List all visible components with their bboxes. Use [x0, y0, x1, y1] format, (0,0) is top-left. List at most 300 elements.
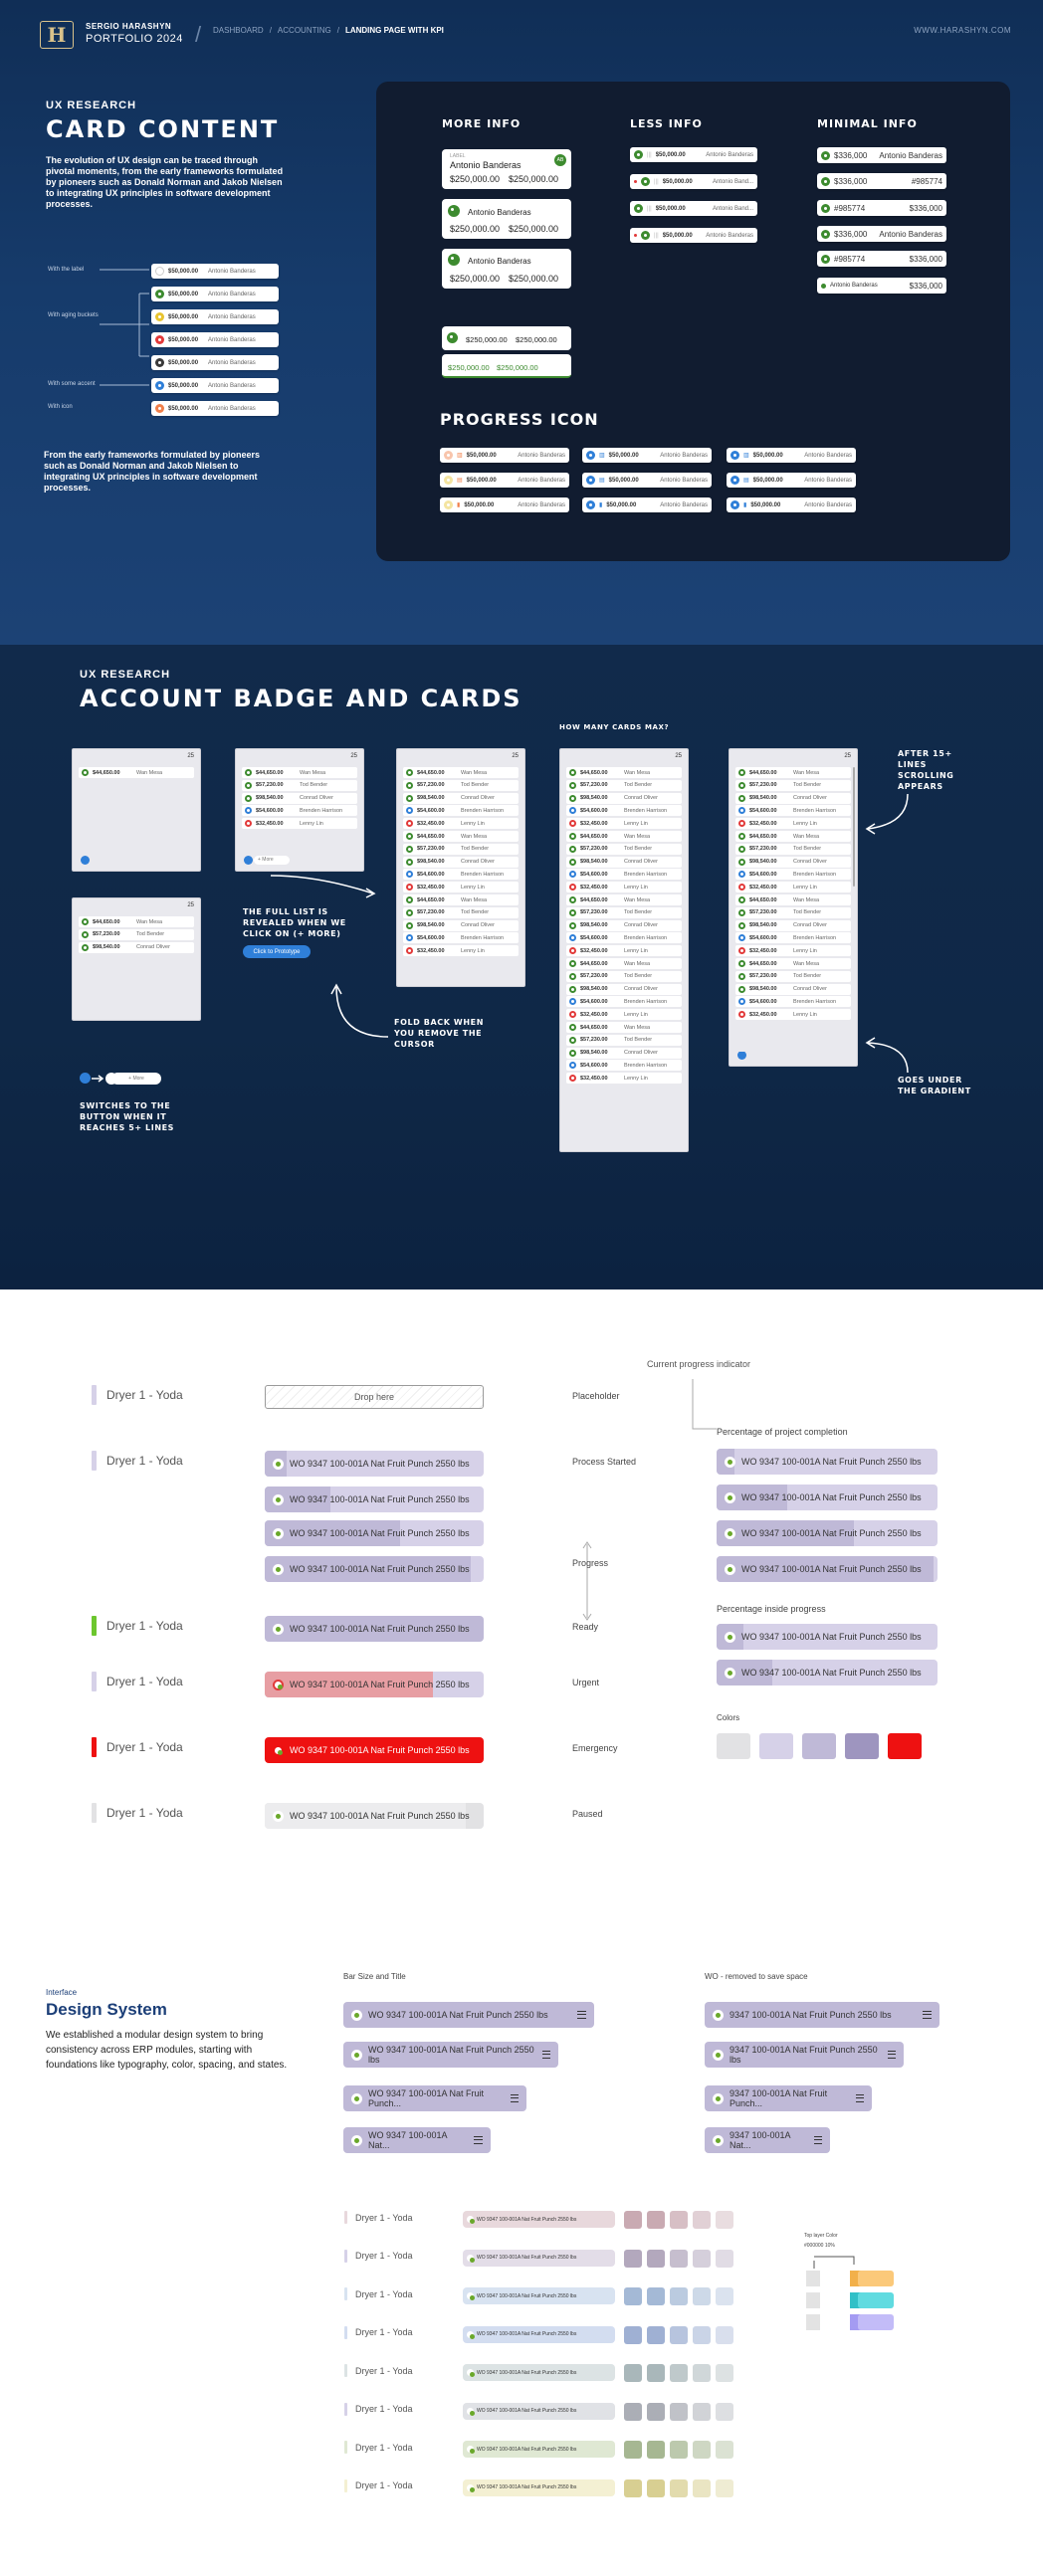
wo-removed-example[interactable] — [705, 2002, 939, 2028]
row-name: Wan Mesa — [461, 896, 488, 903]
progress-label: Progress — [572, 1558, 609, 1568]
wo-text: WO 9347 100-001A Nat... — [368, 2130, 448, 2150]
legend-card[interactable] — [151, 332, 279, 347]
progress-row[interactable] — [582, 497, 712, 512]
shade-swatch — [693, 2364, 711, 2382]
breadcrumb-sep: / — [269, 26, 272, 35]
menu-icon[interactable] — [888, 2051, 896, 2059]
shade-swatch — [647, 2250, 665, 2268]
legend-card[interactable] — [151, 355, 279, 370]
row-value: $57,230.00 — [749, 973, 777, 980]
menu-icon[interactable] — [542, 2051, 550, 2059]
status-icon — [586, 451, 595, 460]
dryer-label — [344, 2326, 413, 2339]
row-value: $44,650.00 — [417, 769, 445, 776]
variant-bar[interactable] — [463, 2441, 615, 2458]
menu-icon[interactable] — [923, 2011, 932, 2019]
progress-row[interactable] — [727, 497, 856, 512]
more-card-3[interactable] — [442, 249, 571, 289]
row-name: Brenden Harrison — [624, 1062, 668, 1069]
row-value: $98,540.00 — [256, 795, 284, 802]
progress-row[interactable] — [440, 497, 569, 512]
card-secondary: Antonio Banderas — [879, 229, 942, 239]
dryer-label: Dryer 1 - Yoda — [92, 1672, 183, 1691]
card-value: $50,000.00 — [606, 501, 637, 508]
ds-description: We established a modular design system to bring consistency across ERP modules, starting with foundations like typography, color, spacing, and states. — [46, 2030, 288, 2071]
row-name: Lenny Lin — [461, 820, 485, 827]
card-amount: $250,000.00 — [516, 335, 557, 344]
status-icon — [351, 2050, 362, 2061]
progress-icon: ▥ — [599, 453, 605, 459]
completion-bar[interactable] — [717, 1449, 938, 1475]
row-name: Wan Mesa — [461, 769, 488, 776]
bar-size-example[interactable] — [343, 2085, 526, 2111]
variant-bar[interactable] — [463, 2211, 615, 2228]
card-value: $50,000.00 — [752, 477, 783, 484]
variant-bar[interactable] — [463, 2250, 615, 2267]
breadcrumb-accounting[interactable]: ACCOUNTING — [277, 26, 331, 35]
status-icon — [444, 476, 453, 485]
status-icon — [713, 2135, 724, 2146]
status-icon — [467, 2408, 474, 2415]
more-card-2[interactable] — [442, 199, 571, 239]
variant-bar[interactable] — [463, 2364, 615, 2381]
shade-swatch — [716, 2287, 733, 2305]
status-icon — [725, 1564, 735, 1575]
row-value: $32,450.00 — [256, 820, 284, 827]
status-icon — [273, 1811, 284, 1822]
dryer-label: Dryer 1 - Yoda — [92, 1737, 183, 1757]
card-name: Antonio Banderas — [804, 452, 852, 459]
card-amount: $250,000.00 — [448, 363, 490, 372]
card-amount: $250,000.00 — [450, 224, 501, 234]
drop-zone[interactable]: Drop here — [265, 1385, 484, 1409]
minimal-row[interactable] — [817, 251, 946, 267]
wo-bar-paused[interactable] — [265, 1803, 484, 1829]
status-icon — [730, 451, 739, 460]
row-name: Conrad Oliver — [624, 986, 658, 993]
card-amount: $250,000.00 — [497, 363, 538, 372]
row-name: Brenden Harrison — [461, 871, 505, 878]
minimal-row[interactable] — [817, 200, 946, 216]
card-value: $50,000.00 — [168, 291, 199, 297]
wo-text: WO 9347 100-001A Nat Fruit Punch 2550 lbs — [741, 1632, 922, 1642]
wo-bar-ready[interactable] — [265, 1616, 484, 1642]
legend-card[interactable] — [151, 264, 279, 279]
row-value: $57,230.00 — [93, 931, 120, 938]
card-secondary: $336,000 — [909, 281, 942, 291]
color-swatch — [759, 1733, 793, 1759]
row-name: Lenny Lin — [793, 1011, 817, 1018]
status-icon — [467, 2255, 474, 2262]
bar-size-label: Bar Size and Title — [343, 1972, 406, 1981]
row-name: Tod Bender — [461, 782, 490, 789]
wo-text: 9347 100-001A Nat... — [730, 2130, 791, 2150]
breadcrumb-dashboard[interactable]: DASHBOARD — [213, 26, 264, 35]
dryer-label — [344, 2364, 413, 2377]
inside-progress-bar[interactable] — [717, 1624, 938, 1650]
variant-bar[interactable] — [463, 2326, 615, 2343]
card-value: $50,000.00 — [168, 336, 199, 343]
variant-bar[interactable] — [463, 2287, 615, 2304]
wo-bar[interactable] — [265, 1486, 484, 1512]
status-icon — [725, 1492, 735, 1503]
question-label: HOW MANY CARDS MAX? — [559, 723, 670, 731]
shade-swatch — [716, 2250, 733, 2268]
status-icon — [155, 404, 164, 413]
card-name: Antonio Banderas — [450, 160, 522, 170]
less-row[interactable] — [630, 228, 757, 243]
less-row[interactable] — [630, 174, 757, 189]
row-name: Lenny Lin — [461, 884, 485, 891]
row-name: Lenny Lin — [793, 947, 817, 954]
wo-removed-label: WO - removed to save space — [705, 1972, 808, 1981]
row-name: Tod Bender — [793, 909, 822, 916]
shade-swatch — [716, 2326, 733, 2344]
row-value: $32,450.00 — [749, 884, 777, 891]
status-icon — [821, 255, 830, 264]
row-value: $54,600.00 — [580, 934, 608, 941]
dryer-label — [344, 2479, 413, 2492]
shade-swatch — [693, 2403, 711, 2421]
wo-text: WO 9347 100-001A Nat Fruit Punch 2550 lbs — [477, 2216, 577, 2223]
variant-bar[interactable] — [463, 2403, 615, 2420]
row-name: Conrad Oliver — [624, 795, 658, 802]
wo-bar-urgent[interactable] — [265, 1672, 484, 1697]
card-count: 25 — [844, 753, 851, 759]
card-name: Antonio Band... — [712, 205, 753, 212]
legend-card[interactable] — [151, 287, 279, 301]
card-value: $50,000.00 — [466, 477, 497, 484]
section-title: ACCOUNT BADGE AND CARDS — [80, 685, 522, 712]
row-name: Tod Bender — [624, 1037, 653, 1044]
progress-row[interactable] — [582, 448, 712, 463]
row-name: Conrad Oliver — [461, 922, 495, 929]
row-value: $44,650.00 — [417, 833, 445, 840]
wo-removed-example[interactable] — [705, 2042, 904, 2068]
status-icon — [713, 2093, 724, 2104]
progress-row[interactable] — [727, 473, 856, 488]
status-icon — [447, 332, 458, 343]
row-value: $44,650.00 — [417, 896, 445, 903]
breadcrumb-sep: / — [336, 26, 339, 35]
wo-bar-emergency[interactable] — [265, 1737, 484, 1763]
more-info-title: MORE INFO — [442, 117, 522, 130]
card-value: $50,000.00 — [168, 313, 199, 320]
row-name: Wan Mesa — [624, 960, 651, 967]
shade-swatch — [647, 2364, 665, 2382]
dryer-label: Dryer 1 - Yoda — [92, 1803, 183, 1823]
less-row[interactable] — [630, 147, 757, 162]
more-card-5[interactable] — [442, 354, 571, 378]
process-started-label: Process Started — [572, 1457, 637, 1467]
wo-text: WO 9347 100-001A Nat Fruit Punch 2550 lbs — [368, 2010, 548, 2020]
wo-text: WO 9347 100-001A Nat Fruit Punch 2550 lbs — [290, 1811, 470, 1821]
card-name: Antonio Banderas — [660, 501, 708, 508]
row-name: Tod Bender — [136, 931, 165, 938]
legend-card[interactable] — [151, 378, 279, 393]
shade-swatch — [670, 2403, 688, 2421]
row-value: $32,450.00 — [749, 1011, 777, 1018]
status-icon — [467, 2446, 474, 2453]
row-value: $54,600.00 — [749, 871, 777, 878]
status-icon — [273, 1745, 284, 1756]
wo-text: WO 9347 100-001A Nat Fruit Punch 2550 lbs — [741, 1457, 922, 1467]
variant-bar[interactable] — [463, 2479, 615, 2496]
less-row[interactable] — [630, 201, 757, 216]
progress-row[interactable] — [727, 448, 856, 463]
row-value: $98,540.00 — [417, 795, 445, 802]
row-name: Wan Mesa — [793, 960, 820, 967]
status-icon — [467, 2292, 474, 2299]
more-card-1[interactable] — [442, 149, 571, 189]
site-link[interactable]: WWW.HARASHYN.COM — [914, 26, 1011, 35]
wo-text: 9347 100-001A Nat Fruit Punch 2550 lbs — [730, 2045, 878, 2065]
menu-icon[interactable] — [814, 2136, 822, 2144]
row-value: $44,650.00 — [580, 1024, 608, 1031]
card-name: Antonio Banderas — [208, 313, 256, 320]
menu-icon[interactable] — [511, 2094, 519, 2102]
card-count: 25 — [187, 753, 194, 759]
note-switch: SWITCHES TO THE BUTTON WHEN IT REACHES 5+ LINES — [80, 1101, 175, 1132]
card-name: Antonio Banderas — [208, 405, 256, 412]
shade-swatch — [670, 2364, 688, 2382]
progress-row[interactable] — [440, 473, 569, 488]
row-value: $57,230.00 — [580, 782, 608, 789]
note-gradient: GOES UNDER THE GRADIENT — [898, 1076, 971, 1095]
card-amount: $250,000.00 — [509, 174, 559, 184]
legend-card[interactable] — [151, 309, 279, 324]
dryer-text: Dryer 1 - Yoda — [355, 2480, 413, 2490]
shade-swatch — [670, 2287, 688, 2305]
dryer-label — [344, 2403, 413, 2416]
row-name: Brenden Harrison — [793, 807, 837, 814]
shade-swatch — [693, 2441, 711, 2459]
row-name: Wan Mesa — [793, 833, 820, 840]
status-icon — [273, 1624, 284, 1635]
shade-swatch — [716, 2364, 733, 2382]
card-name: Antonio Band... — [712, 178, 753, 185]
row-name: Lenny Lin — [624, 1075, 648, 1082]
completion-bar[interactable] — [717, 1556, 938, 1582]
status-icon — [273, 1680, 284, 1690]
status-icon — [155, 312, 164, 321]
bar-size-example[interactable] — [343, 2042, 558, 2068]
wo-text: WO 9347 100-001A Nat Fruit Punch 2550 lbs — [290, 1624, 470, 1634]
row-name: Conrad Oliver — [793, 859, 827, 866]
card-value: $50,000.00 — [608, 477, 639, 484]
row-value: $54,600.00 — [749, 998, 777, 1005]
row-value: $54,600.00 — [580, 871, 608, 878]
shade-swatch — [693, 2479, 711, 2497]
shade-swatch — [624, 2364, 642, 2382]
more-card-4[interactable] — [442, 326, 571, 350]
progress-icon: ▥ — [457, 453, 463, 459]
menu-icon[interactable] — [856, 2094, 864, 2102]
bar-size-example[interactable] — [343, 2127, 491, 2153]
prototype-button[interactable]: Click to Prototype — [243, 945, 311, 958]
avatar: AB — [554, 154, 566, 166]
more-button[interactable]: + More — [111, 1073, 161, 1085]
row-name: Brenden Harrison — [624, 934, 668, 941]
row-name: Wan Mesa — [793, 896, 820, 903]
status-icon — [586, 476, 595, 485]
row-value: $57,230.00 — [580, 1037, 608, 1044]
row-name: Conrad Oliver — [793, 795, 827, 802]
dryer-label: Dryer 1 - Yoda — [92, 1385, 183, 1405]
dryer-marker — [344, 2326, 347, 2339]
card-primary: #985774 — [834, 203, 866, 213]
status-icon — [730, 476, 739, 485]
wo-text: WO 9347 100-001A Nat Fruit Punch 2550 lbs — [477, 2331, 577, 2337]
shade-swatch — [647, 2403, 665, 2421]
menu-icon[interactable] — [474, 2136, 483, 2144]
legend-label: With icon — [48, 404, 73, 410]
shade-swatch — [670, 2211, 688, 2229]
row-value: $32,450.00 — [580, 884, 608, 891]
row-value: $54,600.00 — [256, 807, 284, 814]
status-icon — [467, 2484, 474, 2491]
minimal-row[interactable] — [817, 226, 946, 242]
wo-text: WO 9347 100-001A Nat Fruit Punch 2550 lbs — [477, 2255, 577, 2261]
dryer-marker — [344, 2211, 347, 2224]
dryer-text: Dryer 1 - Yoda — [355, 2212, 413, 2223]
hex-label: #000000 10% — [804, 2243, 835, 2249]
wo-bar[interactable] — [265, 1556, 484, 1582]
dryer-text: Dryer 1 - Yoda — [355, 2365, 413, 2376]
card-count: 25 — [187, 902, 194, 908]
row-name: Tod Bender — [624, 782, 653, 789]
row-value: $44,650.00 — [749, 960, 777, 967]
note-full-list: THE FULL LIST IS REVEALED WHEN WE CLICK ON (+ MORE) — [243, 907, 346, 938]
row-value: $44,650.00 — [749, 896, 777, 903]
card-name: Antonio Banderas — [706, 232, 753, 239]
card-content-section — [0, 0, 1043, 645]
bars-icon: ||| — [654, 232, 659, 239]
progress-icon: ▤ — [599, 478, 605, 484]
completion-bar[interactable] — [717, 1520, 938, 1546]
row-name: Brenden Harrison — [624, 871, 668, 878]
progress-row[interactable] — [582, 473, 712, 488]
row-value: $57,230.00 — [417, 846, 445, 853]
completion-label: Percentage of project completion — [717, 1427, 848, 1437]
alert-icon — [634, 234, 637, 237]
dryer-text: Dryer 1 - Yoda — [355, 2251, 413, 2261]
shade-swatch — [716, 2211, 733, 2229]
wo-text: WO 9347 100-001A Nat Fruit Punch 2550 lbs — [741, 1668, 922, 1678]
card-value: $50,000.00 — [168, 359, 199, 366]
row-value: $32,450.00 — [417, 884, 445, 891]
color-swatch — [802, 1733, 836, 1759]
inside-progress-bar[interactable] — [717, 1660, 938, 1685]
menu-icon[interactable] — [577, 2011, 586, 2019]
minimal-row[interactable] — [817, 173, 946, 189]
legend-card[interactable] — [151, 401, 279, 416]
status-icon — [586, 500, 595, 509]
shade-swatch — [624, 2479, 642, 2497]
row-value: $54,600.00 — [417, 871, 445, 878]
wo-text: WO 9347 100-001A Nat Fruit Punch 2550 lbs — [477, 2446, 577, 2453]
outro-paragraph: From the early frameworks formulated by pioneers such as Donald Norman and Jakob Nielsen to integrating UX principles in software development processes. — [44, 450, 261, 493]
wo-removed-example[interactable] — [705, 2085, 872, 2111]
card-value: $50,000.00 — [752, 452, 783, 459]
row-name: Conrad Oliver — [300, 795, 333, 802]
card-name: Antonio Banderas — [208, 291, 256, 297]
row-name: Conrad Oliver — [624, 859, 658, 866]
row-value: $54,600.00 — [580, 1062, 608, 1069]
status-icon — [467, 2369, 474, 2376]
minimal-row[interactable] — [817, 278, 946, 294]
shade-swatch — [624, 2250, 642, 2268]
dryer-marker — [344, 2479, 347, 2492]
card-name: Antonio Banderas — [468, 208, 531, 217]
ds-title: Design System — [46, 2000, 167, 2019]
row-name: Brenden Harrison — [461, 807, 505, 814]
card-primary: Antonio Banderas — [830, 283, 878, 289]
wo-bar[interactable] — [265, 1520, 484, 1546]
bars-icon: ||| — [654, 178, 659, 185]
dryer-marker — [344, 2250, 347, 2263]
card-secondary: $336,000 — [909, 254, 942, 264]
card-name: Antonio Banderas — [518, 477, 565, 484]
row-name: Wan Mesa — [461, 833, 488, 840]
progress-icon: ▮ — [457, 502, 461, 508]
card-value: $50,000.00 — [662, 232, 693, 239]
row-name: Brenden Harrison — [793, 998, 837, 1005]
progress-row[interactable] — [440, 448, 569, 463]
wo-text: WO 9347 100-001A Nat Fruit Punch 2550 lbs — [290, 1564, 470, 1574]
shade-swatch — [716, 2403, 733, 2421]
wo-text: WO 9347 100-001A Nat Fruit Punch 2550 lbs — [290, 1680, 470, 1689]
card-value: $50,000.00 — [168, 268, 199, 275]
emergency-label: Emergency — [572, 1743, 618, 1753]
card-name: Antonio Banderas — [804, 501, 852, 508]
count-badge-icon[interactable] — [80, 1073, 91, 1084]
status-icon — [821, 230, 830, 239]
minimal-row[interactable] — [817, 147, 946, 163]
paused-label: Paused — [572, 1809, 603, 1819]
row-name: Tod Bender — [461, 909, 490, 916]
row-name: Wan Mesa — [624, 833, 651, 840]
shade-swatch — [624, 2326, 642, 2344]
row-name: Lenny Lin — [624, 820, 648, 827]
row-name: Wan Mesa — [624, 896, 651, 903]
row-value: $54,600.00 — [417, 934, 445, 941]
legend-label: With aging buckets — [48, 312, 99, 318]
status-icon — [273, 1564, 284, 1575]
color-swatch — [845, 1733, 879, 1759]
shade-swatch — [647, 2441, 665, 2459]
row-value: $44,650.00 — [93, 918, 120, 925]
more-button[interactable]: + More — [254, 856, 290, 865]
shade-swatch — [693, 2211, 711, 2229]
bar-size-example[interactable] — [343, 2002, 594, 2028]
completion-bar[interactable] — [717, 1485, 938, 1510]
wo-removed-example[interactable] — [705, 2127, 830, 2153]
cards-panel — [376, 82, 1010, 561]
row-value: $57,230.00 — [580, 846, 608, 853]
row-value: $32,450.00 — [580, 820, 608, 827]
row-name: Conrad Oliver — [461, 795, 495, 802]
ds-tag: Interface — [46, 1988, 78, 1997]
card-primary: $336,000 — [834, 150, 868, 160]
card-value: $50,000.00 — [662, 178, 693, 185]
logo-icon[interactable]: H — [40, 21, 74, 49]
wo-bar[interactable] — [265, 1451, 484, 1477]
progress-icon: ▮ — [599, 502, 603, 508]
row-value: $98,540.00 — [580, 922, 608, 929]
status-icon — [821, 204, 830, 213]
